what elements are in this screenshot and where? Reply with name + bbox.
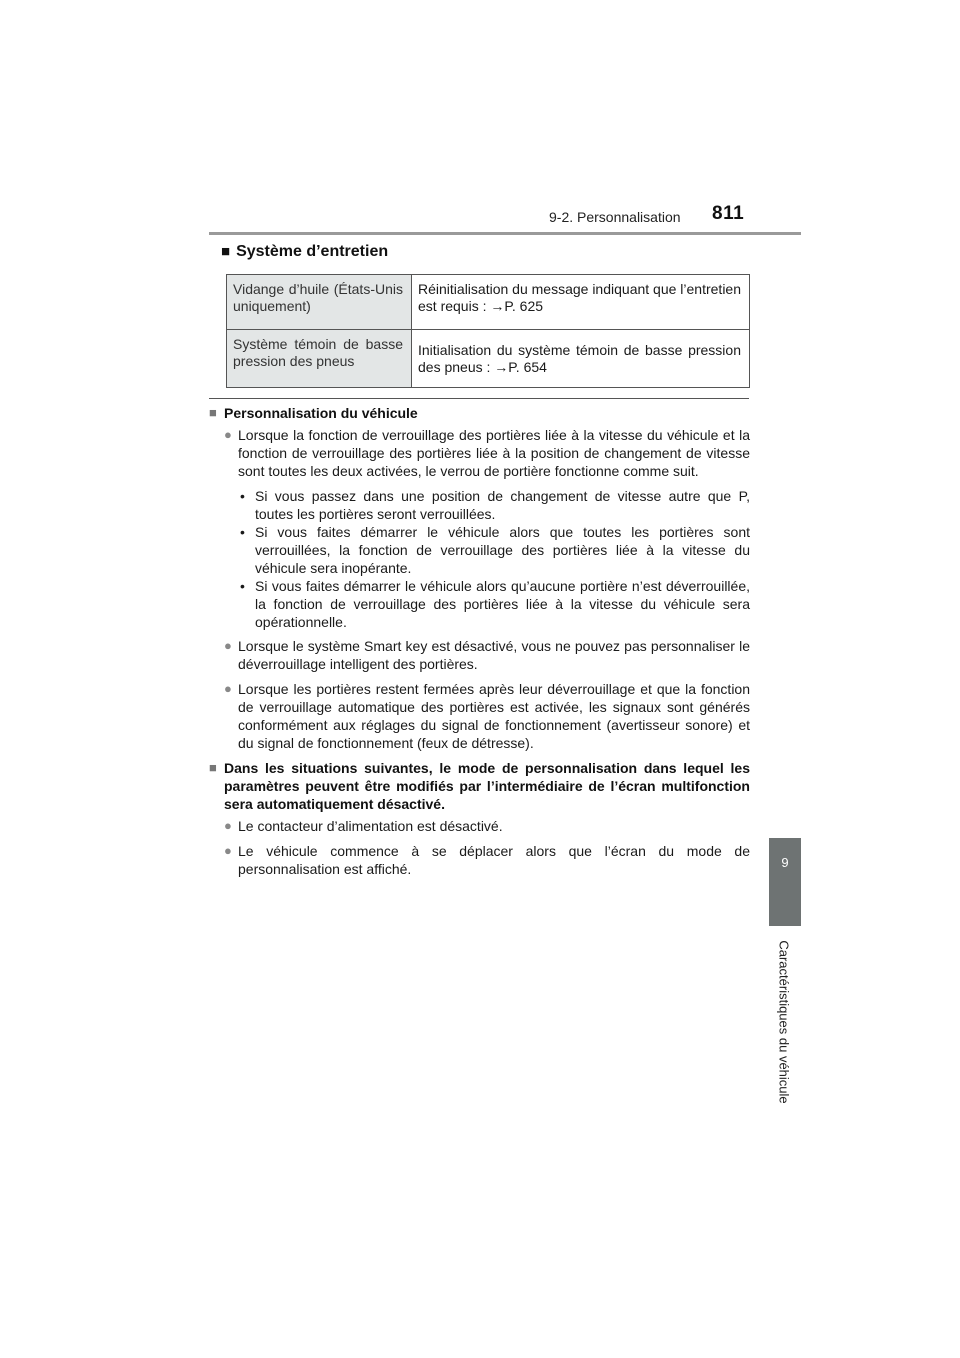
circle-bullet-icon: ● <box>224 681 232 696</box>
header-section-ref: 9-2. Personnalisation <box>549 209 681 225</box>
note-heading-text: Dans les situations suivantes, le mode de personnalisation dans lequel les paramètres peuvent être modifiés par l’intermédiaire de l’écran multifonction sera automatiquement désactivé. <box>224 760 750 812</box>
content-divider <box>209 398 749 399</box>
chapter-number: 9 <box>781 855 789 870</box>
sub-list-item <box>209 487 750 523</box>
sub-list-item-text: Si vous faites démarrer le véhicule alors qu’aucune portière n’est déverrouillée, la fonction de verrouillage des portières liée à la vitesse du véhicule sera opérationnelle. <box>255 578 750 630</box>
list-item-text: Lorsque le système Smart key est désactivé, vous ne pouvez pas personnaliser le déverrouillage intelligent des portières. <box>238 638 750 672</box>
header-divider <box>209 232 801 235</box>
page-number: 811 <box>712 203 745 224</box>
circle-bullet-icon: ● <box>224 818 232 833</box>
list-item-text: Le véhicule commence à se déplacer alors que l’écran du mode de personnalisation est affiché. <box>238 843 750 877</box>
table-row <box>227 330 750 388</box>
chapter-title: Caractéristiques du véhicule <box>776 940 792 1104</box>
section-title <box>221 243 388 261</box>
section-title-text: Système d’entretien <box>236 243 389 260</box>
list-item-text: Lorsque les portières restent fermées après leur déverrouillage et que la fonction de verrouillage automatique des portières est activée, les signaux sont générés conformément aux réglages du signal de fonctionnement (avertisseur sonore) et du signal de fonctionnement (feux de détresse). <box>238 681 750 751</box>
maintenance-table <box>226 274 750 388</box>
chapter-tab <box>769 838 801 926</box>
table-row <box>227 275 750 330</box>
notes-content <box>209 404 750 885</box>
circle-bullet-icon: ● <box>224 843 232 858</box>
square-bullet-icon: ■ <box>209 405 217 420</box>
list-item-text: Lorsque la fonction de verrouillage des portières liée à la vitesse du véhicule et la fonction de verrouillage des portières liée à la position de changement de vitesse sont toutes les deux activées, le verrou de portière fonctionne comme suit. <box>238 427 750 479</box>
list-item <box>209 680 750 752</box>
circle-bullet-icon: ● <box>224 427 232 442</box>
note-heading <box>209 404 750 422</box>
dot-bullet-icon: • <box>240 578 245 594</box>
dot-bullet-icon: • <box>240 488 245 504</box>
note-heading-text: Personnalisation du véhicule <box>224 405 418 421</box>
sub-list-item <box>209 523 750 577</box>
list-item <box>209 817 750 835</box>
sub-list-item-text: Si vous faites démarrer le véhicule alors que toutes les portières sont verrouillées, la fonction de verrouillage des portières liée à la vitesse du véhicule sera inopérante. <box>255 524 750 576</box>
sub-list <box>209 487 750 631</box>
table-cell-description: Initialisation du système témoin de basse pression des pneus : →P. 654 <box>412 330 750 388</box>
sub-list-item <box>209 577 750 631</box>
note-heading <box>209 759 750 813</box>
square-bullet-icon: ■ <box>221 243 231 260</box>
table-cell-label: Système témoin de basse pression des pneus <box>227 330 412 388</box>
square-bullet-icon: ■ <box>209 760 217 775</box>
dot-bullet-icon: • <box>240 524 245 540</box>
list-item-text: Le contacteur d’alimentation est désactivé. <box>238 818 503 834</box>
table-cell-label: Vidange d’huile (États-Unis uniquement) <box>227 275 412 330</box>
table-cell-description: Réinitialisation du message indiquant que l’entretien est requis : →P. 625 <box>412 275 750 330</box>
list-item <box>209 637 750 673</box>
sub-list-item-text: Si vous passez dans une position de changement de vitesse autre que P, toutes les portières seront verrouillées. <box>255 488 750 522</box>
circle-bullet-icon: ● <box>224 638 232 653</box>
list-item <box>209 842 750 878</box>
list-item <box>209 426 750 480</box>
